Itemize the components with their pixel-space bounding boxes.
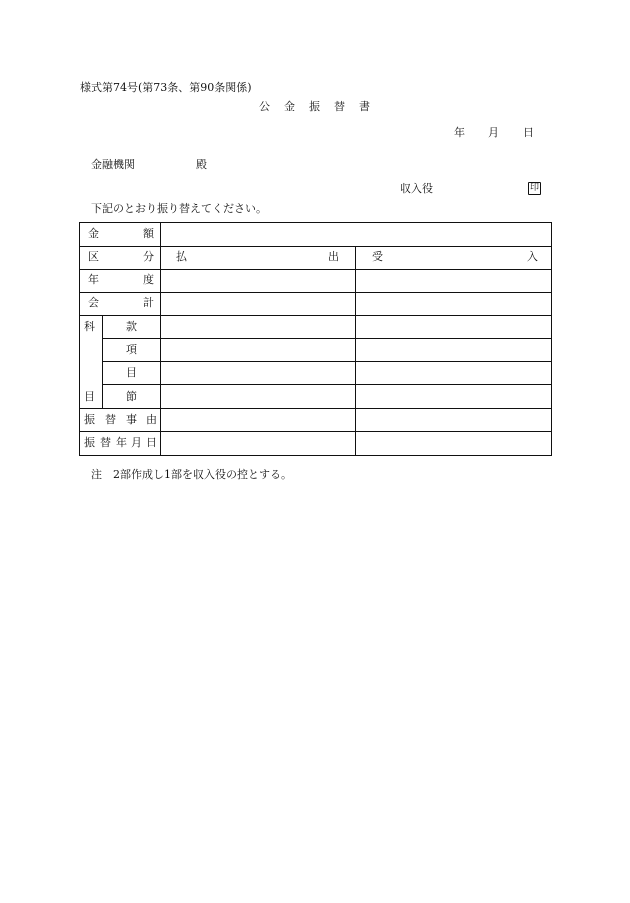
payment-label-2: 出 [328, 250, 339, 263]
amount-label-1: 金 [88, 227, 99, 240]
moku-label: 目 [126, 366, 137, 379]
form-number: 様式第74号(第73条、第90条関係) [80, 81, 252, 94]
receipt-label-1: 受 [372, 250, 383, 263]
account-receipt-field[interactable] [356, 293, 551, 315]
transfer-date-receipt-field[interactable] [356, 432, 551, 455]
transfer-date-label-5: 日 [146, 436, 157, 449]
reason-label-2: 替 [105, 413, 116, 426]
transfer-table [79, 222, 552, 456]
reason-label-1: 振 [84, 413, 95, 426]
setsu-receipt-field[interactable] [356, 385, 551, 408]
transfer-date-label-1: 振 [84, 436, 95, 449]
date-month-label: 月 [488, 126, 499, 139]
reason-label-4: 由 [146, 413, 157, 426]
payment-label-1: 払 [176, 250, 187, 263]
bank-honorific: 殿 [196, 158, 207, 171]
transfer-date-label-2: 替 [100, 436, 111, 449]
amount-field[interactable] [161, 223, 551, 246]
form-title [259, 100, 370, 114]
amount-label-2: 額 [143, 227, 154, 240]
category-label-1: 区 [88, 250, 99, 263]
subject-label-top: 科 [84, 320, 95, 333]
fiscal-year-receipt-field[interactable] [356, 270, 551, 292]
transfer-date-payment-field[interactable] [161, 432, 355, 455]
form-title-char: 振 [309, 100, 320, 113]
receipt-label-2: 入 [527, 250, 538, 263]
instruction-text: 下記のとおり振り替えてください。 [91, 202, 267, 215]
moku-payment-field[interactable] [161, 362, 355, 384]
kan-payment-field[interactable] [161, 316, 355, 338]
fiscal-year-payment-field[interactable] [161, 270, 355, 292]
form-title-char: 替 [334, 100, 345, 113]
treasurer-label: 収入役 [400, 182, 433, 195]
reason-receipt-field[interactable] [356, 409, 551, 431]
date-day-label: 日 [523, 126, 534, 139]
seal-icon: 印 [529, 183, 539, 193]
transfer-date-label-4: 月 [131, 436, 142, 449]
reason-payment-field[interactable] [161, 409, 355, 431]
form-title-char: 公 [259, 100, 270, 113]
kou-receipt-field[interactable] [356, 339, 551, 361]
account-label-2: 計 [143, 296, 154, 309]
setsu-payment-field[interactable] [161, 385, 355, 408]
kou-label: 項 [126, 343, 137, 356]
category-label-2: 分 [143, 250, 154, 263]
kou-payment-field[interactable] [161, 339, 355, 361]
moku-receipt-field[interactable] [356, 362, 551, 384]
date-year-label: 年 [454, 126, 465, 139]
setsu-label: 節 [126, 390, 137, 403]
form-title-char: 書 [359, 100, 370, 113]
bank-name-label: 金融機関 [91, 158, 135, 171]
kan-label: 款 [126, 320, 137, 333]
kan-receipt-field[interactable] [356, 316, 551, 338]
footnote: 注 2部作成し1部を収入役の控とする。 [91, 468, 292, 481]
form-title-char: 金 [284, 100, 295, 113]
account-label-1: 会 [88, 296, 99, 309]
subject-label-bottom: 目 [84, 390, 95, 403]
fiscal-year-label-1: 年 [88, 273, 99, 286]
fiscal-year-label-2: 度 [143, 273, 154, 286]
reason-label-3: 事 [126, 413, 137, 426]
transfer-date-label-3: 年 [116, 436, 127, 449]
account-payment-field[interactable] [161, 293, 355, 315]
